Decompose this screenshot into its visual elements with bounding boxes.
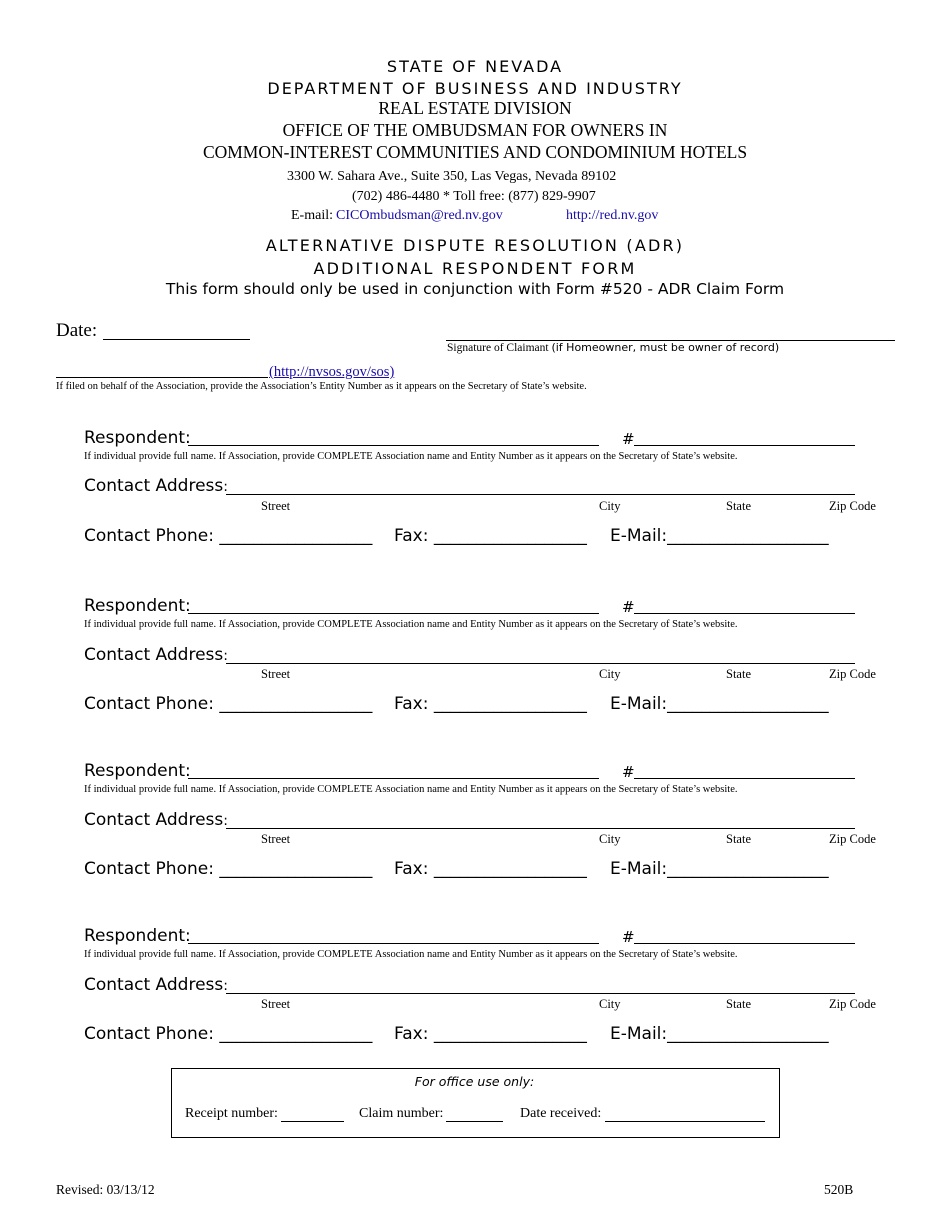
header-website-link[interactable]: http://red.nv.gov bbox=[566, 208, 659, 223]
header-division: REAL ESTATE DIVISION bbox=[378, 98, 572, 118]
city-caption: City bbox=[599, 997, 621, 1011]
state-caption: State bbox=[726, 997, 751, 1011]
contact-address-label: Contact Address: bbox=[84, 810, 228, 830]
street-caption: Street bbox=[261, 832, 291, 846]
header-phone: (702) 486-4480 * Toll free: (877) 829-9907 bbox=[352, 189, 596, 204]
date-received-field[interactable] bbox=[605, 1121, 765, 1122]
claim-number-field[interactable] bbox=[446, 1121, 503, 1122]
fax-field[interactable]: Fax: __________________ bbox=[394, 694, 587, 714]
respondent-hint: If individual provide full name. If Association, provide COMPLETE Association name and Entity Number as it appears on the Secretary of State’s website. bbox=[84, 784, 738, 795]
contact-phone-field[interactable]: Contact Phone: __________________ bbox=[84, 694, 373, 714]
form-subtitle: This form should only be used in conjunction with Form #520 - ADR Claim Form bbox=[165, 280, 785, 298]
header-department: DEPARTMENT OF BUSINESS AND INDUSTRY bbox=[267, 79, 683, 98]
header-office-line1: OFFICE OF THE OMBUDSMAN FOR OWNERS IN bbox=[282, 120, 668, 140]
sos-website-link[interactable]: (http://nvsos.gov/sos) bbox=[269, 364, 395, 380]
city-caption: City bbox=[599, 832, 621, 846]
entity-number-field[interactable] bbox=[56, 377, 268, 378]
contact-address-field[interactable] bbox=[226, 828, 855, 829]
form-number: 520B bbox=[824, 1182, 854, 1197]
respondent-entity-field[interactable] bbox=[634, 943, 855, 944]
city-caption: City bbox=[599, 499, 621, 513]
respondent-label: Respondent: bbox=[84, 926, 191, 946]
respondent-name-field[interactable] bbox=[188, 778, 599, 779]
office-use-title: For office use only: bbox=[414, 1074, 535, 1089]
entity-hash-label: # bbox=[622, 598, 635, 616]
respondent-hint: If individual provide full name. If Association, provide COMPLETE Association name and Entity Number as it appears on the Secretary of State’s website. bbox=[84, 451, 738, 462]
header-email-link[interactable]: CICOmbudsman@red.nv.gov bbox=[336, 208, 503, 223]
email-field[interactable]: E-Mail:___________________ bbox=[610, 526, 829, 546]
fax-field[interactable]: Fax: __________________ bbox=[394, 859, 587, 879]
state-caption: State bbox=[726, 667, 751, 681]
respondent-name-field[interactable] bbox=[188, 445, 599, 446]
zip-caption: Zip Code bbox=[829, 832, 876, 846]
respondent-entity-field[interactable] bbox=[634, 613, 855, 614]
contact-address-label: Contact Address: bbox=[84, 476, 228, 496]
email-field[interactable]: E-Mail:___________________ bbox=[610, 694, 829, 714]
respondent-name-field[interactable] bbox=[188, 613, 599, 614]
respondent-entity-field[interactable] bbox=[634, 778, 855, 779]
entity-hash-label: # bbox=[622, 430, 635, 448]
header-address: 3300 W. Sahara Ave., Suite 350, Las Vegas, Nevada 89102 bbox=[287, 169, 617, 184]
respondent-label: Respondent: bbox=[84, 596, 191, 616]
email-field[interactable]: E-Mail:___________________ bbox=[610, 1024, 829, 1044]
revised-date: Revised: 03/13/12 bbox=[56, 1182, 155, 1197]
form-title-1: ALTERNATIVE DISPUTE RESOLUTION (ADR) bbox=[265, 236, 685, 255]
entity-number-note: If filed on behalf of the Association, provide the Association’s Entity Number as it appears on the Secretary of State’s website. bbox=[56, 381, 587, 392]
header-email-label: E-mail: bbox=[291, 208, 333, 223]
email-field[interactable]: E-Mail:___________________ bbox=[610, 859, 829, 879]
street-caption: Street bbox=[261, 499, 291, 513]
street-caption: Street bbox=[261, 997, 291, 1011]
header-state: STATE OF NEVADA bbox=[386, 57, 564, 76]
fax-field[interactable]: Fax: __________________ bbox=[394, 526, 587, 546]
contact-address-label: Contact Address: bbox=[84, 975, 228, 995]
contact-phone-field[interactable]: Contact Phone: __________________ bbox=[84, 859, 373, 879]
contact-phone-field[interactable]: Contact Phone: __________________ bbox=[84, 1024, 373, 1044]
fax-field[interactable]: Fax: __________________ bbox=[394, 1024, 587, 1044]
zip-caption: Zip Code bbox=[829, 997, 876, 1011]
respondent-hint: If individual provide full name. If Association, provide COMPLETE Association name and Entity Number as it appears on the Secretary of State’s website. bbox=[84, 949, 738, 960]
contact-phone-field[interactable]: Contact Phone: __________________ bbox=[84, 526, 373, 546]
entity-hash-label: # bbox=[622, 763, 635, 781]
date-received-label: Date received: bbox=[520, 1106, 602, 1121]
contact-address-field[interactable] bbox=[226, 993, 855, 994]
respondent-label: Respondent: bbox=[84, 761, 191, 781]
zip-caption: Zip Code bbox=[829, 667, 876, 681]
state-caption: State bbox=[726, 499, 751, 513]
contact-address-field[interactable] bbox=[226, 663, 855, 664]
respondent-entity-field[interactable] bbox=[634, 445, 855, 446]
contact-address-field[interactable] bbox=[226, 494, 855, 495]
zip-caption: Zip Code bbox=[829, 499, 876, 513]
respondent-hint: If individual provide full name. If Association, provide COMPLETE Association name and Entity Number as it appears on the Secretary of State’s website. bbox=[84, 619, 738, 630]
signature-caption: Signature of Claimant (if Homeowner, must be owner of record) bbox=[447, 341, 780, 354]
respondent-name-field[interactable] bbox=[188, 943, 599, 944]
street-caption: Street bbox=[261, 667, 291, 681]
entity-hash-label: # bbox=[622, 928, 635, 946]
header-office-line2: COMMON-INTEREST COMMUNITIES AND CONDOMINIUM HOTELS bbox=[202, 142, 748, 162]
respondent-label: Respondent: bbox=[84, 428, 191, 448]
contact-address-label: Contact Address: bbox=[84, 645, 228, 665]
receipt-number-label: Receipt number: bbox=[185, 1106, 278, 1121]
date-field[interactable] bbox=[103, 339, 250, 340]
state-caption: State bbox=[726, 832, 751, 846]
form-title-2: ADDITIONAL RESPONDENT FORM bbox=[313, 259, 637, 278]
date-label: Date: bbox=[56, 320, 98, 341]
receipt-number-field[interactable] bbox=[281, 1121, 344, 1122]
claim-number-label: Claim number: bbox=[359, 1106, 444, 1121]
city-caption: City bbox=[599, 667, 621, 681]
